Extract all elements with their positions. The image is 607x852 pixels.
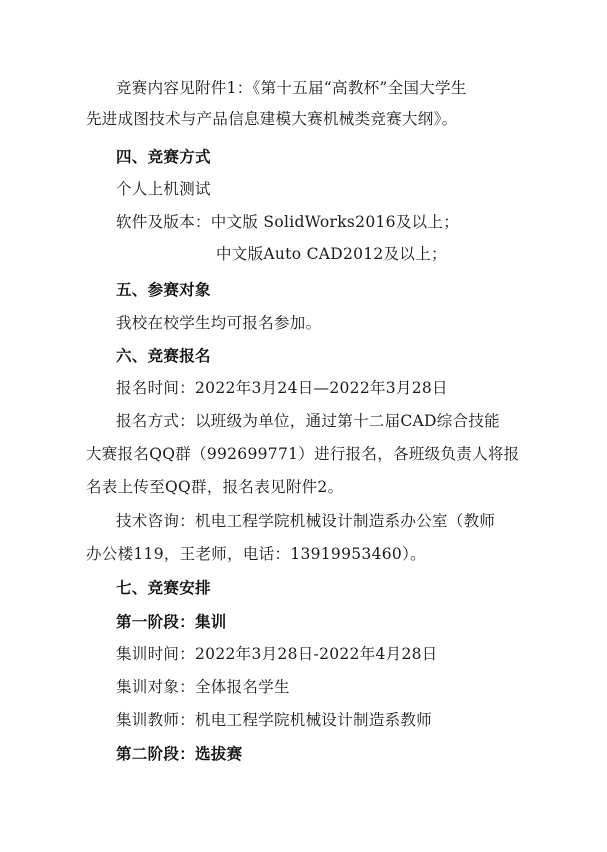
training-teacher: 集训教师：机电工程学院机械设计制造系教师 (116, 711, 433, 729)
technical-consult-line-1: 技术咨询：机电工程学院机械设计制造系办公室（教师 (116, 512, 496, 530)
stage-1-heading: 第一阶段：集训 (116, 613, 227, 631)
registration-method-line-3: 名表上传至QQ群，报名表见附件2。 (86, 478, 344, 496)
section-7-heading: 七、竞赛安排 (116, 579, 211, 597)
training-target: 集训对象：全体报名学生 (116, 678, 290, 696)
training-time: 集训时间：2022年3月28日-2022年4月28日 (116, 645, 438, 663)
registration-time: 报名时间：2022年3月24日—2022年3月28日 (116, 379, 448, 397)
software-version-line-2: 中文版Auto CAD2012及以上； (216, 245, 447, 263)
registration-method-line-1: 报名方式：以班级为单位，通过第十二届CAD综合技能 (116, 412, 500, 430)
competition-mode: 个人上机测试 (116, 180, 211, 198)
stage-2-heading: 第二阶段：选拔赛 (116, 745, 243, 763)
section-6-heading: 六、竞赛报名 (116, 347, 211, 365)
technical-consult-line-2: 办公楼119，王老师，电话：13919953460）。 (86, 545, 426, 563)
participants-text: 我校在校学生均可报名参加。 (116, 314, 322, 332)
section-5-heading: 五、参赛对象 (116, 281, 211, 299)
section-4-heading: 四、竞赛方式 (116, 148, 211, 166)
intro-line-1: 竞赛内容见附件1：《第十五届“高教杯”全国大学生 (116, 79, 467, 97)
intro-line-2: 先进成图技术与产品信息建模大赛机械类竞赛大纲》。 (86, 110, 458, 128)
software-version-line-1: 软件及版本：中文版 SolidWorks2016及以上； (116, 213, 460, 231)
registration-method-line-2: 大赛报名QQ群（992699771）进行报名，各班级负责人将报 (86, 445, 520, 463)
